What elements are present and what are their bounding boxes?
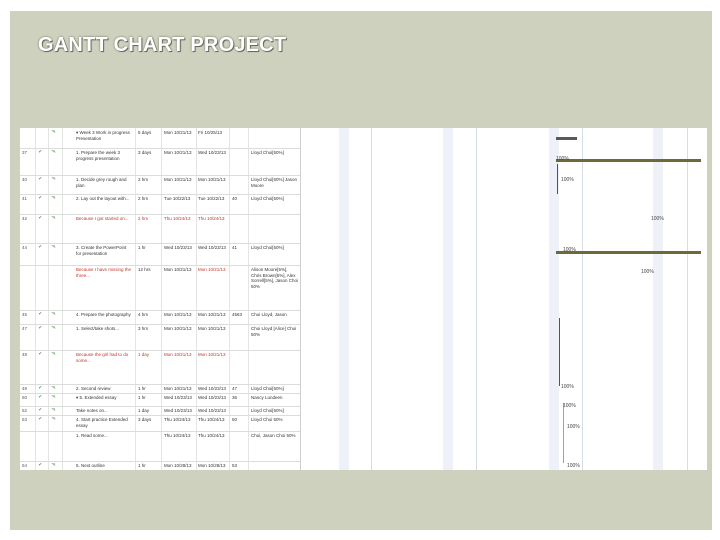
grid-line xyxy=(371,128,372,470)
task-finish: Wed 10/23/13 xyxy=(198,150,226,155)
note-icon: ✎ xyxy=(51,177,57,182)
task-name: 1. Prepare the week 3 progress presentation xyxy=(76,150,121,161)
task-duration: 1 hr xyxy=(138,463,146,468)
table-row[interactable] xyxy=(20,148,300,176)
slide-background xyxy=(10,11,712,530)
table-row[interactable] xyxy=(20,431,300,462)
task-resources: Lloyd Choi[50%] xyxy=(251,196,284,201)
task-duration: 2 hrs xyxy=(138,196,149,201)
task-name: 3. Create the PowerPoint for presentation xyxy=(76,245,127,256)
row-id: 50 xyxy=(22,395,28,400)
task-resources: Nancy Lundeen xyxy=(251,395,283,400)
check-icon: ✓ xyxy=(38,352,44,357)
task-duration: 1 day xyxy=(138,408,150,413)
task-finish: Mon 10/28/13 xyxy=(198,463,226,468)
table-row[interactable] xyxy=(20,393,300,407)
row-id: 45 xyxy=(22,312,28,317)
task-finish: Thu 10/24/13 xyxy=(198,417,225,422)
task-finish: Wed 10/23/13 xyxy=(198,395,226,400)
table-row[interactable] xyxy=(20,324,300,351)
progress-label: 100% xyxy=(567,424,580,430)
task-start: Thu 10/24/13 xyxy=(164,433,191,438)
row-id: 52 xyxy=(22,408,28,413)
progress-label: 100% xyxy=(561,384,574,390)
task-name: 1. Select/take shots... xyxy=(76,326,120,331)
check-icon: ✓ xyxy=(38,196,44,201)
row-id: 42 xyxy=(22,216,28,221)
table-row[interactable] xyxy=(20,415,300,432)
task-finish: Tue 10/22/13 xyxy=(198,196,225,201)
check-icon: ✓ xyxy=(38,150,44,155)
task-duration: 3 days xyxy=(138,417,152,422)
task-resources: Choi Lloyd [Alice] Choi 50% xyxy=(251,326,297,337)
progress-label: 100% xyxy=(556,156,569,162)
row-id: 40 xyxy=(22,177,28,182)
task-start: Wed 10/23/13 xyxy=(164,245,192,250)
table-row[interactable] xyxy=(20,350,300,385)
dependency-line xyxy=(563,403,564,463)
progress-label: 100% xyxy=(651,216,664,222)
task-name: 1. Decide grey rough and plan xyxy=(76,177,127,188)
task-finish: Fri 10/25/13 xyxy=(198,130,223,135)
task-duration: 1 hr xyxy=(138,245,146,250)
task-predecessor: 47 xyxy=(232,386,238,391)
note-icon: ✎ xyxy=(51,417,57,422)
gantt-screenshot xyxy=(20,128,707,470)
task-start: Mon 10/21/13 xyxy=(164,130,192,135)
weekend-band xyxy=(339,128,349,470)
check-icon: ✓ xyxy=(38,312,44,317)
task-resources: Choi, Jason Choi 50% xyxy=(251,433,296,438)
dependency-line xyxy=(557,164,558,194)
grid-line xyxy=(582,128,583,470)
task-name: Because I have missing the three... xyxy=(76,267,132,278)
task-start: Tue 10/22/13 xyxy=(164,196,191,201)
row-id: 49 xyxy=(22,386,28,391)
task-name: 1. Read some... xyxy=(76,433,108,438)
task-duration: 5 days xyxy=(138,130,152,135)
task-duration: 3 hrs xyxy=(138,326,149,331)
gantt-timeline xyxy=(300,128,707,470)
task-resources: Lloyd Choi[50%] xyxy=(251,150,284,155)
task-duration: 3 days xyxy=(138,150,152,155)
task-start: Mon 10/21/13 xyxy=(164,312,192,317)
note-icon: ✎ xyxy=(51,150,57,155)
row-id: 41 xyxy=(22,196,28,201)
task-name: 4. Prepare the photography xyxy=(76,312,131,317)
task-finish: Mon 10/21/13 xyxy=(198,177,226,182)
task-name: ▾ 5. Extended essay xyxy=(76,395,117,400)
note-icon: ✎ xyxy=(51,326,57,331)
note-icon: ✎ xyxy=(51,408,57,413)
task-start: Wed 10/23/13 xyxy=(164,408,192,413)
task-finish: Mon 10/21/13 xyxy=(198,352,226,357)
table-row[interactable] xyxy=(20,214,300,244)
task-resources: Lloyd Choi 50% xyxy=(251,417,283,422)
task-resources: Lloyd Choi[50%] xyxy=(251,245,284,250)
task-resources: Alison Moore[5%], Chris Brown[5%], Alex Sorrell[5%], Jason Choi 50% xyxy=(251,267,299,289)
task-finish: Mon 10/21/13 xyxy=(198,267,226,272)
weekend-band xyxy=(443,128,453,470)
note-icon: ✎ xyxy=(51,196,57,201)
task-predecessor: 40 xyxy=(232,196,238,201)
task-finish: Wed 10/23/13 xyxy=(198,245,226,250)
task-resources: Lloyd Choi[50%] xyxy=(251,408,284,413)
row-id: 44 xyxy=(22,245,28,250)
check-icon: ✓ xyxy=(38,386,44,391)
task-predecessor: 36 xyxy=(232,395,238,400)
progress-label: 100% xyxy=(641,269,654,275)
table-row[interactable] xyxy=(20,128,300,149)
task-start: Mon 10/28/13 xyxy=(164,463,192,468)
task-bar[interactable] xyxy=(556,251,701,254)
check-icon: ✓ xyxy=(38,408,44,413)
task-start: Mon 10/21/13 xyxy=(164,150,192,155)
note-icon: ✎ xyxy=(51,245,57,250)
task-predecessor: 53 xyxy=(232,463,238,468)
row-id: 54 xyxy=(22,463,28,468)
task-predecessor: 50 xyxy=(232,417,238,422)
summary-bar[interactable] xyxy=(556,137,577,140)
task-finish: Wed 10/23/13 xyxy=(198,408,226,413)
table-row[interactable] xyxy=(20,265,300,311)
check-icon: ✓ xyxy=(38,245,44,250)
task-duration: 4 hrs xyxy=(138,312,149,317)
check-icon: ✓ xyxy=(38,463,44,468)
task-name: ▾ Week 3 Work in progress Presentation xyxy=(76,130,130,141)
row-id: 53 xyxy=(22,417,28,422)
note-icon: ✎ xyxy=(51,130,57,135)
note-icon: ✎ xyxy=(51,463,57,468)
task-finish: Mon 10/21/13 xyxy=(198,326,226,331)
grid-line xyxy=(476,128,477,470)
task-duration: 2 hrs xyxy=(138,216,149,221)
table-row[interactable] xyxy=(20,310,300,325)
task-start: Mon 10/21/13 xyxy=(164,326,192,331)
task-name: 2. Second review xyxy=(76,386,111,391)
task-start: Thu 10/24/13 xyxy=(164,417,191,422)
row-id: 47 xyxy=(22,326,28,331)
dependency-line xyxy=(559,318,560,386)
row-id: 48 xyxy=(22,352,28,357)
task-start: Mon 10/21/13 xyxy=(164,267,192,272)
task-start: Mon 10/21/13 xyxy=(164,386,192,391)
note-icon: ✎ xyxy=(51,386,57,391)
task-resources: Lloyd Choi[50%] Jason Moore xyxy=(251,177,298,188)
task-start: Thu 10/24/13 xyxy=(164,216,191,221)
check-icon: ✓ xyxy=(38,395,44,400)
weekend-band xyxy=(653,128,663,470)
task-start: Mon 10/21/13 xyxy=(164,352,192,357)
task-finish: Thu 10/24/13 xyxy=(198,433,225,438)
note-icon: ✎ xyxy=(51,216,57,221)
row-id: 37 xyxy=(22,150,28,155)
note-icon: ✎ xyxy=(51,395,57,400)
task-duration: 12 hrs xyxy=(138,267,151,272)
check-icon: ✓ xyxy=(38,326,44,331)
grid-line xyxy=(687,128,688,470)
task-name: Because the girl had to do some... xyxy=(76,352,129,363)
task-resources: Choi Lloyd, Jason xyxy=(251,312,287,317)
task-name: Take notes on... xyxy=(76,408,108,413)
task-duration: 1 hr xyxy=(138,386,146,391)
slide-title: GANTT CHART PROJECT xyxy=(38,34,287,56)
task-start: Mon 10/21/13 xyxy=(164,177,192,182)
task-name: Because I got started on... xyxy=(76,216,129,221)
table-row[interactable] xyxy=(20,461,300,470)
task-finish: Wed 10/23/13 xyxy=(198,386,226,391)
table-row[interactable] xyxy=(20,243,300,266)
task-name: 5. Next outline xyxy=(76,463,105,468)
check-icon: ✓ xyxy=(38,216,44,221)
task-resources: Lloyd Choi[50%] xyxy=(251,386,284,391)
task-predecessor: 4563 xyxy=(232,312,243,317)
progress-label: 100% xyxy=(561,177,574,183)
task-duration: 1 hr xyxy=(138,395,146,400)
task-table xyxy=(20,128,300,470)
progress-label: 100% xyxy=(563,403,576,409)
task-finish: Thu 10/24/13 xyxy=(198,216,225,221)
table-row[interactable] xyxy=(20,194,300,215)
task-duration: 1 day xyxy=(138,352,150,357)
check-icon: ✓ xyxy=(38,417,44,422)
note-icon: ✎ xyxy=(51,312,57,317)
task-start: Wed 10/23/13 xyxy=(164,395,192,400)
progress-label: 100% xyxy=(567,463,580,469)
task-finish: Mon 10/21/13 xyxy=(198,312,226,317)
task-name: 4. Start practice Extended essay xyxy=(76,417,128,428)
task-name: 2. Lay out the layout with... xyxy=(76,196,130,201)
check-icon: ✓ xyxy=(38,177,44,182)
task-predecessor: 41 xyxy=(232,245,238,250)
progress-label: 100% xyxy=(563,247,576,253)
task-duration: 2 hrs xyxy=(138,177,149,182)
table-row[interactable] xyxy=(20,175,300,195)
note-icon: ✎ xyxy=(51,352,57,357)
task-bar[interactable] xyxy=(556,156,701,162)
